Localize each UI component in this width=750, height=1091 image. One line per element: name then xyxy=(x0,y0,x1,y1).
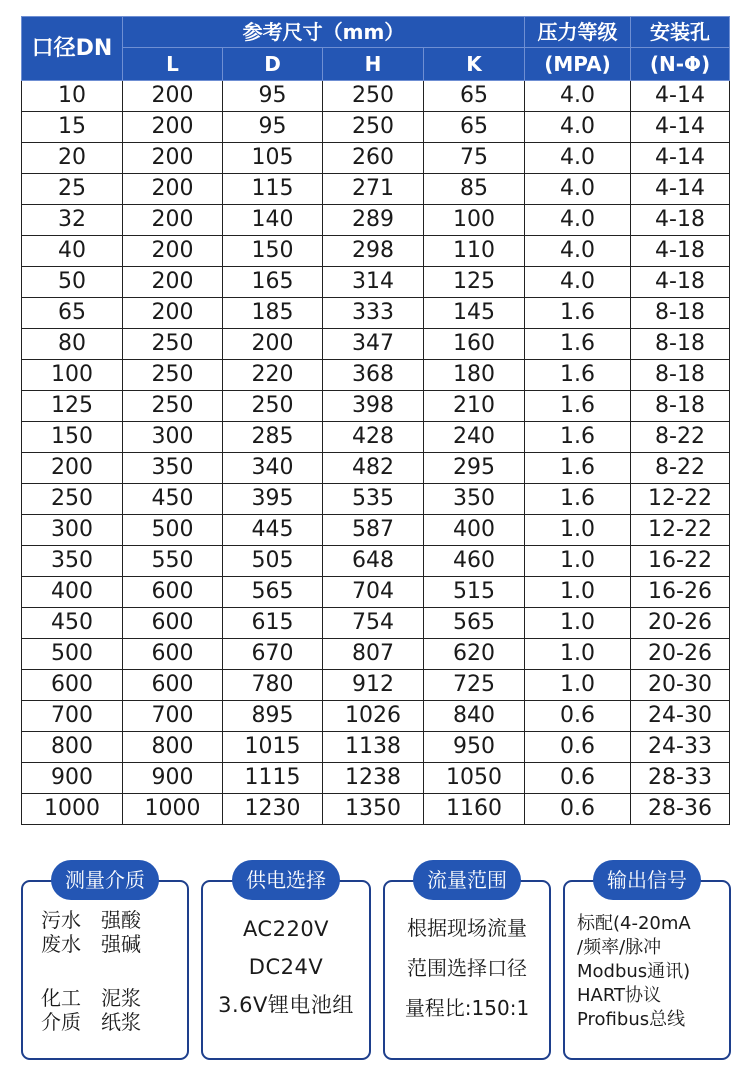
cell-H: 428 xyxy=(323,422,424,453)
card-power-body xyxy=(203,910,369,1050)
cell-dn: 50 xyxy=(22,267,123,298)
cell-D: 895 xyxy=(223,701,323,732)
signal-line: 标配(4-20mA xyxy=(577,913,691,934)
table-row xyxy=(22,174,730,205)
header-H: H xyxy=(323,48,424,81)
cell-D: 1115 xyxy=(223,763,323,794)
cell-L: 1000 xyxy=(123,794,223,825)
cell-H: 1350 xyxy=(323,794,424,825)
cell-pressure: 4.0 xyxy=(525,236,631,267)
cell-K: 840 xyxy=(424,701,525,732)
table-row xyxy=(22,81,730,112)
cell-D: 1230 xyxy=(223,794,323,825)
cell-L: 200 xyxy=(123,267,223,298)
cell-L: 200 xyxy=(123,205,223,236)
cell-H: 754 xyxy=(323,608,424,639)
table-body xyxy=(22,81,730,825)
cell-pressure: 0.6 xyxy=(525,763,631,794)
header-holes: 安装孔 xyxy=(631,17,730,48)
cell-D: 1015 xyxy=(223,732,323,763)
cell-holes: 8-18 xyxy=(631,298,730,329)
header-pressure: 压力等级 xyxy=(525,17,631,48)
cell-holes: 20-30 xyxy=(631,670,730,701)
cell-K: 725 xyxy=(424,670,525,701)
cell-D: 150 xyxy=(223,236,323,267)
cell-K: 1160 xyxy=(424,794,525,825)
cell-K: 65 xyxy=(424,81,525,112)
table-row xyxy=(22,763,730,794)
cell-D: 670 xyxy=(223,639,323,670)
cell-pressure: 1.0 xyxy=(525,608,631,639)
cell-holes: 4-18 xyxy=(631,205,730,236)
card-flow xyxy=(383,868,551,1060)
cell-K: 950 xyxy=(424,732,525,763)
card-signal xyxy=(563,868,731,1060)
cell-L: 550 xyxy=(123,546,223,577)
cell-pressure: 1.0 xyxy=(525,515,631,546)
card-medium xyxy=(21,868,189,1060)
cell-L: 250 xyxy=(123,391,223,422)
cell-D: 105 xyxy=(223,143,323,174)
cell-dn: 25 xyxy=(22,174,123,205)
medium-item: 强酸 xyxy=(101,908,141,932)
feature-cards xyxy=(21,858,729,1068)
header-L: L xyxy=(123,48,223,81)
table-row xyxy=(22,329,730,360)
cell-holes: 20-26 xyxy=(631,639,730,670)
cell-L: 200 xyxy=(123,143,223,174)
cell-dn: 250 xyxy=(22,484,123,515)
cell-H: 347 xyxy=(323,329,424,360)
cell-K: 460 xyxy=(424,546,525,577)
cell-D: 780 xyxy=(223,670,323,701)
cell-pressure: 4.0 xyxy=(525,267,631,298)
cell-H: 1238 xyxy=(323,763,424,794)
cell-pressure: 1.0 xyxy=(525,546,631,577)
cell-pressure: 1.6 xyxy=(525,453,631,484)
cell-dn: 10 xyxy=(22,81,123,112)
cell-dn: 100 xyxy=(22,360,123,391)
cell-holes: 4-18 xyxy=(631,236,730,267)
cell-L: 700 xyxy=(123,701,223,732)
cell-dn: 350 xyxy=(22,546,123,577)
cell-holes: 20-26 xyxy=(631,608,730,639)
cell-pressure: 0.6 xyxy=(525,794,631,825)
card-power-title: 供电选择 xyxy=(232,860,340,900)
table-row xyxy=(22,391,730,422)
cell-H: 250 xyxy=(323,112,424,143)
cell-holes: 8-22 xyxy=(631,422,730,453)
cell-dn: 450 xyxy=(22,608,123,639)
medium-group-2 xyxy=(41,986,175,1034)
cell-dn: 400 xyxy=(22,577,123,608)
cell-H: 368 xyxy=(323,360,424,391)
cell-K: 160 xyxy=(424,329,525,360)
card-signal-body xyxy=(565,912,729,1050)
cell-H: 1138 xyxy=(323,732,424,763)
signal-line: HART协议 xyxy=(577,985,662,1006)
medium-item: 纸浆 xyxy=(101,1010,141,1034)
table-row xyxy=(22,639,730,670)
cell-D: 615 xyxy=(223,608,323,639)
cell-dn: 700 xyxy=(22,701,123,732)
card-medium-title: 测量介质 xyxy=(51,860,159,900)
header-holes-unit: (N-Φ) xyxy=(631,48,730,81)
cell-dn: 32 xyxy=(22,205,123,236)
cell-D: 285 xyxy=(223,422,323,453)
cell-D: 165 xyxy=(223,267,323,298)
table-row xyxy=(22,794,730,825)
cell-D: 115 xyxy=(223,174,323,205)
cell-dn: 800 xyxy=(22,732,123,763)
cell-K: 125 xyxy=(424,267,525,298)
cell-pressure: 1.6 xyxy=(525,484,631,515)
cell-K: 145 xyxy=(424,298,525,329)
table-row xyxy=(22,608,730,639)
cell-pressure: 4.0 xyxy=(525,81,631,112)
cell-D: 95 xyxy=(223,81,323,112)
cell-L: 250 xyxy=(123,329,223,360)
cell-H: 314 xyxy=(323,267,424,298)
table-row xyxy=(22,484,730,515)
cell-holes: 4-18 xyxy=(631,267,730,298)
table-row xyxy=(22,732,730,763)
card-flow-title: 流量范围 xyxy=(413,860,521,900)
table-row xyxy=(22,143,730,174)
cell-D: 185 xyxy=(223,298,323,329)
header-D: D xyxy=(223,48,323,81)
cell-H: 250 xyxy=(323,81,424,112)
table-row xyxy=(22,205,730,236)
signal-line: Modbus通讯) xyxy=(577,961,691,982)
cell-pressure: 4.0 xyxy=(525,174,631,205)
table-row xyxy=(22,453,730,484)
cell-dn: 20 xyxy=(22,143,123,174)
cell-K: 1050 xyxy=(424,763,525,794)
cell-D: 200 xyxy=(223,329,323,360)
cell-holes: 8-18 xyxy=(631,391,730,422)
cell-D: 220 xyxy=(223,360,323,391)
cell-D: 95 xyxy=(223,112,323,143)
cell-K: 515 xyxy=(424,577,525,608)
card-power xyxy=(201,868,371,1060)
header-pressure-unit: (MPA) xyxy=(525,48,631,81)
cell-L: 200 xyxy=(123,112,223,143)
cell-holes: 4-14 xyxy=(631,143,730,174)
header-dn: 口径DN xyxy=(22,17,123,81)
cell-K: 565 xyxy=(424,608,525,639)
cell-H: 648 xyxy=(323,546,424,577)
cell-holes: 16-26 xyxy=(631,577,730,608)
cell-pressure: 4.0 xyxy=(525,143,631,174)
cell-dn: 300 xyxy=(22,515,123,546)
cell-pressure: 1.0 xyxy=(525,670,631,701)
table-row xyxy=(22,577,730,608)
cell-holes: 8-18 xyxy=(631,329,730,360)
cell-H: 482 xyxy=(323,453,424,484)
cell-D: 250 xyxy=(223,391,323,422)
cell-holes: 28-36 xyxy=(631,794,730,825)
power-option: AC220V xyxy=(242,917,330,941)
cell-D: 395 xyxy=(223,484,323,515)
cell-K: 400 xyxy=(424,515,525,546)
cell-L: 350 xyxy=(123,453,223,484)
cell-H: 807 xyxy=(323,639,424,670)
flow-line: 根据现场流量 xyxy=(407,916,527,940)
cell-L: 900 xyxy=(123,763,223,794)
medium-item: 污水 xyxy=(41,908,81,932)
medium-item: 强碱 xyxy=(101,932,141,956)
cell-dn: 40 xyxy=(22,236,123,267)
table-row xyxy=(22,236,730,267)
cell-holes: 8-18 xyxy=(631,360,730,391)
cell-K: 75 xyxy=(424,143,525,174)
table-row xyxy=(22,546,730,577)
cell-pressure: 1.6 xyxy=(525,298,631,329)
cell-H: 398 xyxy=(323,391,424,422)
cell-K: 110 xyxy=(424,236,525,267)
table-row xyxy=(22,112,730,143)
signal-line: Profibus总线 xyxy=(577,1009,686,1030)
table-row xyxy=(22,267,730,298)
cell-K: 350 xyxy=(424,484,525,515)
cell-pressure: 0.6 xyxy=(525,732,631,763)
cell-L: 300 xyxy=(123,422,223,453)
medium-group-1 xyxy=(41,908,175,956)
cell-pressure: 1.6 xyxy=(525,360,631,391)
cell-L: 450 xyxy=(123,484,223,515)
cell-H: 912 xyxy=(323,670,424,701)
card-flow-body xyxy=(385,908,549,1050)
cell-K: 295 xyxy=(424,453,525,484)
cell-K: 65 xyxy=(424,112,525,143)
table-row xyxy=(22,701,730,732)
cell-holes: 4-14 xyxy=(631,112,730,143)
cell-K: 240 xyxy=(424,422,525,453)
cell-pressure: 1.6 xyxy=(525,391,631,422)
signal-line: /频率/脉冲 xyxy=(577,937,662,958)
cell-K: 180 xyxy=(424,360,525,391)
cell-dn: 80 xyxy=(22,329,123,360)
cell-L: 600 xyxy=(123,577,223,608)
cell-holes: 24-33 xyxy=(631,732,730,763)
medium-item: 化工 xyxy=(41,986,81,1010)
medium-item: 废水 xyxy=(41,932,81,956)
cell-D: 140 xyxy=(223,205,323,236)
power-option: 3.6V锂电池组 xyxy=(218,993,354,1017)
table-row xyxy=(22,670,730,701)
header-K: K xyxy=(424,48,525,81)
cell-L: 600 xyxy=(123,670,223,701)
cell-holes: 12-22 xyxy=(631,515,730,546)
spec-table xyxy=(21,16,730,825)
cell-dn: 200 xyxy=(22,453,123,484)
table-row xyxy=(22,422,730,453)
table-row xyxy=(22,360,730,391)
cell-dn: 900 xyxy=(22,763,123,794)
cell-D: 565 xyxy=(223,577,323,608)
cell-L: 200 xyxy=(123,298,223,329)
cell-K: 100 xyxy=(424,205,525,236)
table-row xyxy=(22,515,730,546)
cell-H: 298 xyxy=(323,236,424,267)
cell-dn: 125 xyxy=(22,391,123,422)
cell-pressure: 1.6 xyxy=(525,329,631,360)
cell-pressure: 0.6 xyxy=(525,701,631,732)
cell-dn: 65 xyxy=(22,298,123,329)
cell-L: 200 xyxy=(123,174,223,205)
cell-pressure: 4.0 xyxy=(525,205,631,236)
cell-L: 800 xyxy=(123,732,223,763)
cell-H: 704 xyxy=(323,577,424,608)
power-option: DC24V xyxy=(248,955,324,979)
header-dims: 参考尺寸（mm） xyxy=(123,17,525,48)
cell-L: 250 xyxy=(123,360,223,391)
card-medium-body xyxy=(23,906,187,1050)
cell-D: 340 xyxy=(223,453,323,484)
cell-D: 505 xyxy=(223,546,323,577)
cell-D: 445 xyxy=(223,515,323,546)
cell-H: 271 xyxy=(323,174,424,205)
cell-L: 500 xyxy=(123,515,223,546)
card-signal-title: 输出信号 xyxy=(593,860,701,900)
flow-line: 范围选择口径 xyxy=(407,956,527,980)
cell-pressure: 1.6 xyxy=(525,422,631,453)
cell-holes: 4-14 xyxy=(631,81,730,112)
cell-holes: 8-22 xyxy=(631,453,730,484)
cell-H: 1026 xyxy=(323,701,424,732)
table-row xyxy=(22,298,730,329)
cell-H: 333 xyxy=(323,298,424,329)
cell-dn: 600 xyxy=(22,670,123,701)
cell-dn: 15 xyxy=(22,112,123,143)
cell-K: 85 xyxy=(424,174,525,205)
cell-pressure: 4.0 xyxy=(525,112,631,143)
cell-pressure: 1.0 xyxy=(525,577,631,608)
cell-dn: 1000 xyxy=(22,794,123,825)
cell-dn: 500 xyxy=(22,639,123,670)
cell-holes: 24-30 xyxy=(631,701,730,732)
cell-L: 200 xyxy=(123,236,223,267)
medium-item: 泥浆 xyxy=(101,986,141,1010)
flow-line: 量程比:150:1 xyxy=(404,996,530,1020)
cell-H: 587 xyxy=(323,515,424,546)
cell-L: 600 xyxy=(123,639,223,670)
medium-item: 介质 xyxy=(41,1010,81,1034)
cell-H: 289 xyxy=(323,205,424,236)
cell-dn: 150 xyxy=(22,422,123,453)
cell-K: 620 xyxy=(424,639,525,670)
cell-L: 200 xyxy=(123,81,223,112)
cell-H: 260 xyxy=(323,143,424,174)
cell-holes: 16-22 xyxy=(631,546,730,577)
cell-holes: 28-33 xyxy=(631,763,730,794)
cell-holes: 12-22 xyxy=(631,484,730,515)
cell-K: 210 xyxy=(424,391,525,422)
cell-L: 600 xyxy=(123,608,223,639)
cell-holes: 4-14 xyxy=(631,174,730,205)
cell-pressure: 1.0 xyxy=(525,639,631,670)
cell-H: 535 xyxy=(323,484,424,515)
